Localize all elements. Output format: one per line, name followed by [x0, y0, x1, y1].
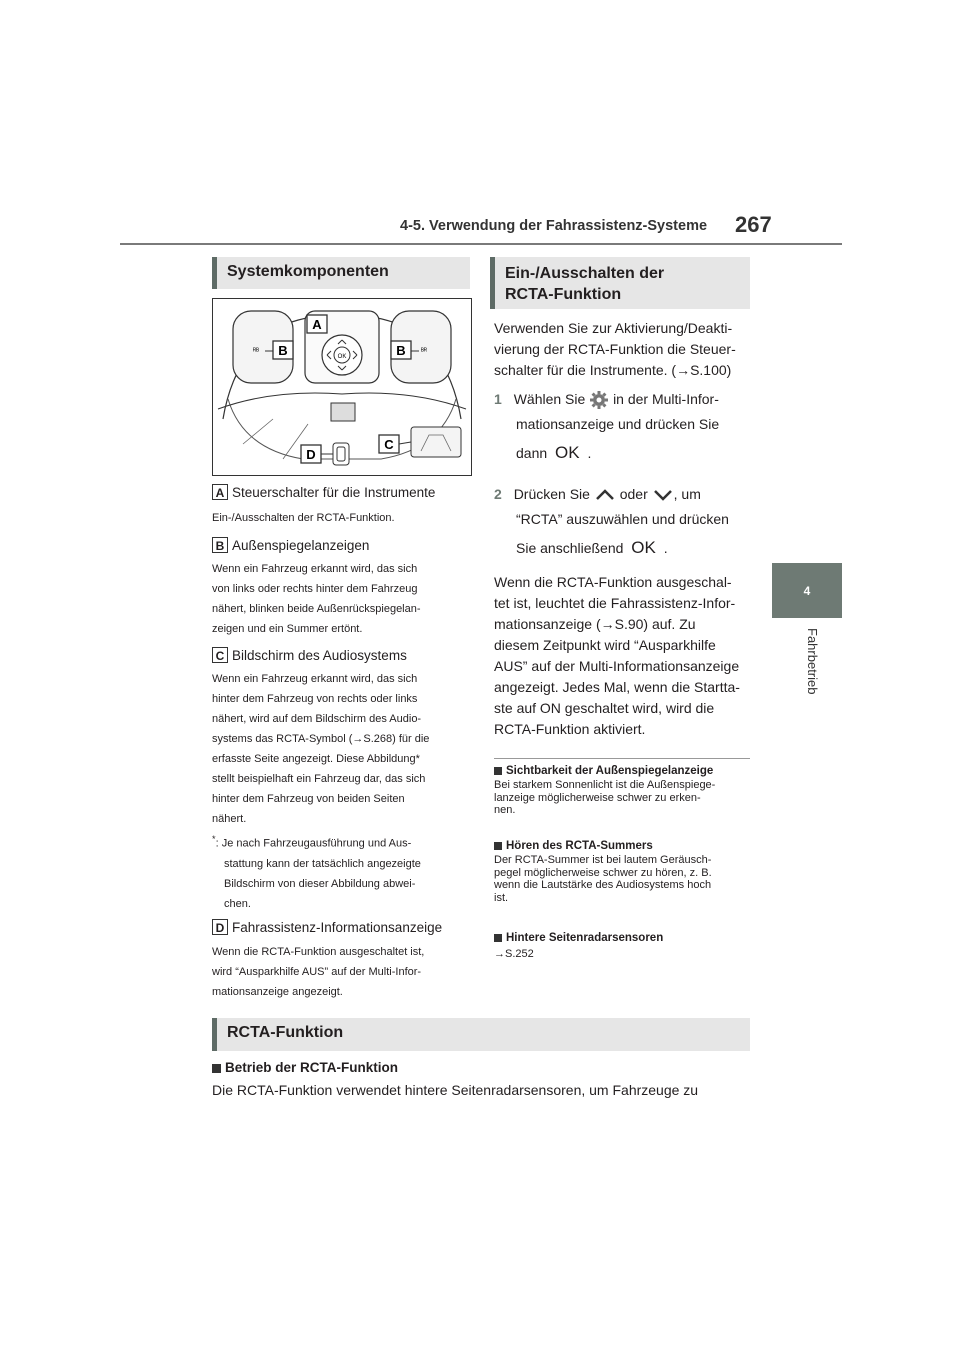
note-1	[494, 765, 754, 817]
label-a-box: A	[212, 484, 228, 500]
dashboard-illustration	[213, 299, 471, 475]
step-1-number: 1	[494, 391, 502, 407]
step-1-text: mationsanzeige und drücken Sie	[516, 416, 720, 432]
item-a-line: Ein-/Ausschalten der RCTA-Funktion.	[212, 512, 395, 524]
rcta-toggle-heading	[490, 257, 750, 309]
note-link[interactable]: →S.252	[494, 948, 534, 960]
note-line: pegel möglicherweise schwer zu hören, z. B.	[494, 866, 712, 879]
item-a-title: Steuerschalter für die Instrumente	[232, 484, 436, 500]
footnote-line: : Je nach Fahrzeugausführung und Aus-	[215, 837, 412, 850]
item-d-heading	[212, 919, 442, 935]
item-b-title: Außenspiegelanzeigen	[232, 537, 370, 553]
ok-icon: OK	[631, 538, 656, 557]
page-number: 267	[735, 212, 772, 237]
note-title: Hintere Seitenradarsensoren	[506, 932, 664, 944]
diagram-ok: OK	[337, 354, 347, 360]
diagram-label-a: A	[312, 317, 322, 332]
rcta-funktion-heading: RCTA-Funktion	[212, 1018, 750, 1051]
label-b-box: B	[212, 537, 228, 553]
item-a-heading	[212, 484, 435, 500]
footnote-line: chen.	[224, 897, 251, 910]
para-line: RCTA-Funktion aktiviert.	[494, 721, 646, 737]
bullet-square-icon	[494, 767, 502, 775]
item-c-title: Bildschirm des Audiosystems	[232, 647, 407, 663]
para-line: AUS” auf der Multi-Informationsanzeige	[494, 658, 740, 674]
rcta-operation-body: Die RCTA-Funktion verwendet hintere Seitenradarsensoren, um Fahrzeuge zu	[212, 1082, 699, 1098]
systemkomponenten-heading: Systemkomponenten	[212, 257, 470, 289]
step-2-number: 2	[494, 486, 502, 502]
item-b-line: Wenn ein Fahrzeug erkannt wird, das sich	[212, 563, 418, 575]
chevron-down-icon	[652, 488, 674, 502]
footnote-mark: *	[212, 834, 216, 844]
footnote-line: stattung kann der tatsächlich angezeigte	[224, 857, 421, 870]
item-d-title: Fahrassistenz-Informationsanzeige	[232, 919, 443, 935]
rcta-operation-subtitle	[212, 1060, 398, 1075]
label-c-box: C	[212, 647, 228, 663]
item-b-body	[212, 559, 421, 639]
rcta-status-paragraph	[494, 572, 740, 740]
step-1	[494, 387, 719, 466]
section-title: 4-5. Verwendung der Fahrassistenz-Systeme	[400, 218, 708, 234]
note-line: lanzeige möglicherweise schwer zu erken-	[494, 791, 701, 804]
rcta-intro	[494, 318, 736, 381]
bullet-square-icon	[212, 1064, 221, 1073]
item-c-line: nähert, wird auf dem Bildschirm des Audio-	[212, 713, 422, 725]
item-c-line: nähert.	[212, 813, 247, 825]
step-2-text: oder	[619, 486, 648, 502]
item-b-heading	[212, 537, 369, 553]
note-title: Hören des RCTA-Summers	[506, 840, 653, 852]
chapter-label: Fahrbetrieb	[805, 628, 820, 695]
rcta-toggle-heading-line: RCTA-Funktion	[505, 286, 622, 303]
diagram-label-c: C	[384, 437, 394, 452]
para-line: mationsanzeige (→S.90) auf. Zu	[494, 616, 696, 632]
system-diagram	[212, 298, 472, 476]
diagram-label-d: D	[306, 447, 316, 462]
ok-icon: OK	[555, 443, 580, 462]
para-line: angezeigt. Jedes Mal, wenn die Startta-	[494, 679, 740, 695]
item-c-heading	[212, 647, 407, 663]
item-c-body	[212, 669, 429, 829]
intro-line: vierung der RCTA-Funktion die Steuer-	[494, 341, 736, 357]
step-2-text: , um	[673, 486, 701, 502]
step-2-text: Drücken Sie	[513, 486, 590, 502]
item-c-line: hinter dem Fahrzeug von beiden Seiten	[212, 793, 405, 805]
chevron-up-icon	[594, 488, 616, 502]
note-3	[494, 932, 754, 961]
subtitle-text: Betrieb der RCTA-Funktion	[225, 1060, 398, 1075]
step-2-text: .	[663, 540, 668, 556]
intro-line: schalter für die Instrumente. (→S.100)	[494, 362, 732, 378]
bullet-square-icon	[494, 934, 502, 942]
step-1-text: dann	[516, 445, 548, 461]
step-2	[494, 482, 729, 561]
para-line: ste auf ON geschaltet wird, wird die	[494, 700, 715, 716]
note-line: Bei starkem Sonnenlicht ist die Außenspiege-	[494, 779, 716, 791]
item-d-body	[212, 942, 424, 1002]
footnote	[212, 829, 462, 914]
note-line: nen.	[494, 804, 516, 816]
para-line: diesem Zeitpunkt wird “Ausparkhilfe	[494, 637, 716, 653]
label-d-box: D	[212, 919, 228, 935]
para-line: tet ist, leuchtet die Fahrassistenz-Infor-	[494, 595, 736, 611]
item-c-line: erfasste Seite angezeigt. Diese Abbildung*	[212, 753, 420, 765]
step-2-text: “RCTA” auszuwählen und drücken	[516, 511, 729, 527]
diagram-label-b-left: B	[278, 343, 288, 358]
note-line: ist.	[494, 891, 509, 904]
note-line: Der RCTA-Summer ist bei lautem Geräusch-	[494, 854, 712, 866]
step-1-text: Wählen Sie	[513, 391, 586, 407]
item-d-line: mationsanzeige angezeigt.	[212, 986, 343, 998]
chapter-tab: 4	[772, 563, 842, 618]
item-c-line: systems das RCTA-Symbol (→S.268) für die	[212, 733, 430, 745]
note-line: wenn die Lautstärke des Audiosystems hoch	[494, 879, 712, 891]
item-c-line: stellt beispielhaft ein Fahrzeug dar, das sich	[212, 773, 426, 785]
item-d-line: Wenn die RCTA-Funktion ausgeschaltet ist,	[212, 946, 425, 958]
item-c-line: Wenn ein Fahrzeug erkannt wird, das sich	[212, 673, 418, 685]
header-rule	[120, 243, 842, 245]
step-2-text: Sie anschließend	[516, 540, 624, 556]
bullet-square-icon	[494, 842, 502, 850]
item-c-line: hinter dem Fahrzeug von rechts oder links	[212, 693, 418, 705]
note-title: Sichtbarkeit der Außenspiegelanzeige	[506, 765, 714, 777]
gear-icon	[589, 390, 609, 410]
intro-line: Verwenden Sie zur Aktivierung/Deakti-	[494, 320, 733, 336]
para-line: Wenn die RCTA-Funktion ausgeschal-	[494, 574, 732, 590]
item-d-line: wird “Ausparkhilfe AUS” auf der Multi-Infor-	[212, 966, 422, 978]
step-1-text: .	[587, 445, 592, 461]
item-b-line: von links oder rechts hinter dem Fahrzeug	[212, 583, 418, 595]
footnote-line: Bildschirm von dieser Abbildung abwei-	[224, 877, 416, 890]
note-2	[494, 840, 754, 904]
item-b-line: zeigen und ein Summer ertönt.	[212, 623, 363, 635]
rcta-toggle-heading-line: Ein-/Ausschalten der	[505, 265, 665, 282]
item-b-line: nähert, blinken beide Außenrückspiegelan-	[212, 603, 421, 615]
item-a-body	[212, 508, 395, 528]
svg-text:ᴿᴮ: ᴿᴮ	[253, 348, 260, 355]
step-1-text: in der Multi-Infor-	[613, 391, 719, 407]
notes-rule	[494, 758, 750, 759]
diagram-label-b-right: B	[396, 343, 406, 358]
svg-text:ᴮᴿ: ᴮᴿ	[421, 348, 428, 355]
